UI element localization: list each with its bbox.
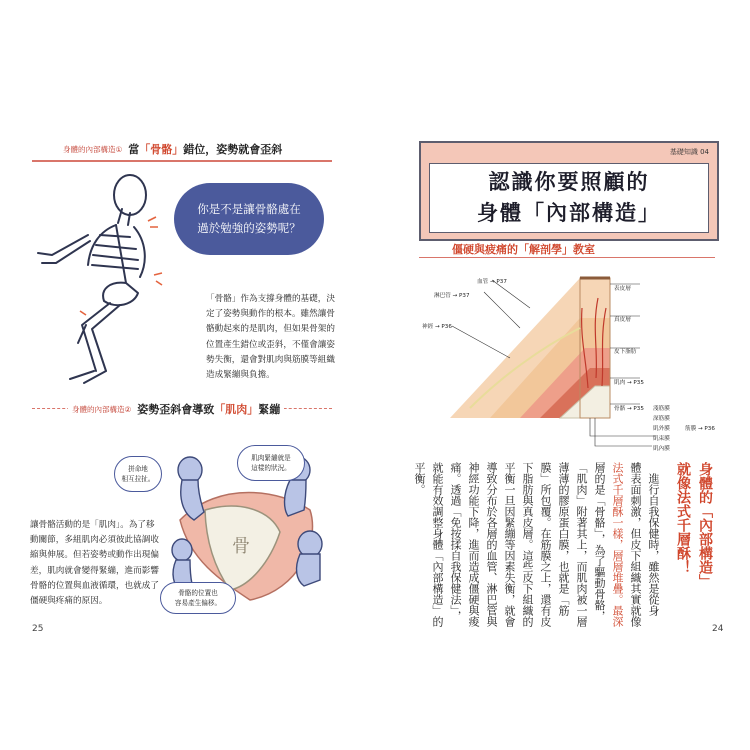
title-line2: 身體「內部構造」 [477,201,661,225]
section2-title: 姿勢歪斜會導致「肌肉」緊繃 [137,403,281,416]
label-lymph: 淋巴管 → P37 [434,293,470,299]
label-muscle: 肌肉 → P35 [614,380,644,386]
label-epimysium: 肌外膜 [653,426,670,432]
bubble-line1: 你是不是讓骨骼處在 [197,202,301,216]
muscle-paragraph: 讓骨骼活動的是「肌肉」。為了移 動關節，多組肌肉必須彼此協調收 縮與伸展。但若姿勢或動作出現偏 差，肌肉就會變得緊繃，進而影響 骨骼的位置與血液循環，也就成了 僵硬與疼痛的原因。 [30,520,159,607]
section2-tag: 身體的內部構造② [72,404,132,414]
label-perimysium: 肌束膜 [653,436,670,442]
subtitle-rule [419,257,715,258]
section2-header [68,401,284,417]
title-line1: 認識你要照顧的 [488,170,650,194]
page-number-left: 25 [32,624,44,634]
vertical-body-text: 進行自我保健時，雖然是從身 體表面刺激，但皮下組織其實就像 法式千層酥一樣，層層堆疊。最深 層的是「骨骼」，為了驅動骨骼， 「肌肉」附著其上，而肌肉被一層 薄薄的膠原蛋白膜，也就是「筋 膜」所包覆。在筋膜之上，還有皮 下脂肪與真皮層。這些皮下組織的 平衡一旦因緊繃等因素失衡，就會 導致分布於各層的血管、淋巴管與 神經功能下降，進而造成僵硬與痠 痛。透過「免按揉自我保健法」， 就能有效調整身體「內部構造」的 平衡。 [413,462,660,627]
bone-shift-bubble: 骨骼的位置也 容易產生偏移。 [160,582,236,614]
title-frame [419,141,719,241]
section1-rule [32,160,332,162]
label-deep-fascia: 深筋膜 [653,416,670,422]
subtitle: 僵硬與疲痛的「解剖學」教室 [452,243,595,256]
skeleton-illustration [30,165,190,395]
label-endomysium: 肌內膜 [653,446,670,452]
basic-knowledge-label: 基礎知識 04 [669,148,709,156]
vertical-heading: 身體的「內部構造」 就像法式千層酥！ [675,462,713,588]
bubble-line2: 過於勉強的姿勢呢？ [197,221,301,235]
section1-title: 當「骨骼」錯位，姿勢就會歪斜 [128,143,283,156]
bone-char: 骨 [232,536,250,557]
title-inner [429,163,709,233]
pulling-bubble: 拼命地 相互拉扯。 [114,456,162,492]
skin-layer-diagram [430,268,720,458]
section1-header [63,141,282,157]
label-nerve: 神經 → P36 [422,324,452,330]
label-epidermis: 表皮層 [614,286,631,292]
label-superficial-fascia: 淺筋膜 [653,406,670,412]
label-blood-vessel: 血管 → P37 [477,279,507,285]
label-fascia-ref: 筋膜 → P36 [685,426,715,432]
page-number-right: 24 [712,624,724,634]
label-bone: 骨骼 → P35 [614,406,644,412]
question-bubble [174,183,324,255]
bone-paragraph: 「骨骼」作為支撐身體的基礎，決 定了姿勢與動作的根本。雖然讓骨 骼動起來的是肌肉，但如果骨架的 位置產生錯位或歪斜，不僅會讓姿 勢失衡，還會對肌肉與筋膜等組織 造成緊繃與負擔。 [206,294,335,381]
label-subcutaneous-fat: 皮下脂肪 [614,349,637,355]
tension-bubble: 肌肉緊繃就是 這樣的狀況。 [237,445,305,481]
label-dermis: 真皮層 [614,317,631,323]
section1-tag: 身體的內部構造① [63,144,123,154]
